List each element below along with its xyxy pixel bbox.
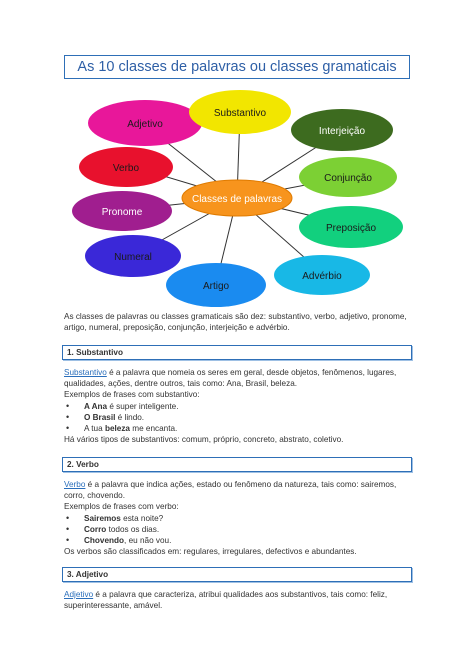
list-item: • Corro todos os dias. — [64, 524, 414, 535]
list-item: • A tua beleza me encanta. — [64, 423, 414, 434]
classes-mindmap — [0, 85, 474, 310]
node-numeral — [85, 235, 181, 277]
definition: Substantivo é a palavra que nomeia os seres em geral, desde objetos, fenômenos, lugares, qualidades, ações, dentre outros, tais como: Ana, Brasil, beleza. — [64, 368, 397, 389]
types-text: Há vários tipos de substantivos: comum, próprio, concreto, abstrato, coletivo. — [64, 435, 344, 445]
section-body-verbo — [64, 479, 414, 557]
types-text: Os verbos são classificados em: regulares, irregulares, defectivos e abundantes. — [64, 547, 357, 557]
examples-list — [64, 401, 414, 435]
section-heading-verbo: 2. Verbo — [62, 457, 412, 472]
list-item: • Sairemos esta noite? — [64, 513, 414, 524]
node-verbo — [79, 147, 173, 187]
svg-text:Pronome: Pronome — [101, 207, 143, 218]
node-adverbio — [274, 255, 370, 295]
page-title: As 10 classes de palavras ou classes gramaticais — [64, 55, 410, 79]
examples-list — [64, 513, 414, 547]
svg-text:Substantivo: Substantivo — [213, 108, 267, 119]
adjetivo-link[interactable]: Adjetivo — [64, 590, 94, 599]
svg-text:Interjeição: Interjeição — [318, 126, 366, 137]
section-body-substantivo — [64, 367, 414, 445]
svg-text:Conjunção: Conjunção — [324, 173, 372, 184]
node-interjeicao — [291, 109, 393, 151]
section-heading-adjetivo: 3. Adjetivo — [62, 567, 412, 582]
substantivo-link[interactable]: Substantivo — [64, 368, 107, 377]
svg-text:Advérbio: Advérbio — [302, 271, 342, 282]
svg-text:Classes de palavras: Classes de palavras — [191, 194, 283, 205]
list-item: • O Brasil é lindo. — [64, 412, 414, 423]
section-heading-substantivo: 1. Substantivo — [62, 345, 412, 360]
intro-text: As classes de palavras ou classes gramaticais são dez: substantivo, verbo, adjetivo, pronome, artigo, numeral, preposição, conjunção, interjeição e advérbio. — [64, 312, 407, 332]
node-preposicao — [299, 206, 403, 248]
svg-text:Adjetivo: Adjetivo — [127, 119, 163, 130]
examples-label: Exemplos de frases com verbo: — [64, 502, 179, 512]
verbo-link[interactable]: Verbo — [64, 480, 86, 489]
definition: Verbo é a palavra que indica ações, estado ou fenômeno da natureza, tais como: sairemos, corro, chovendo. — [64, 480, 397, 501]
definition: Adjetivo é a palavra que caracteriza, atribui qualidades aos substantivos, tais como: feliz, superinteressante, amável. — [64, 590, 388, 611]
svg-text:Artigo: Artigo — [202, 281, 230, 292]
svg-text:Preposição: Preposição — [325, 223, 377, 234]
node-adjetivo — [88, 100, 202, 146]
node-pronome — [72, 191, 172, 231]
svg-text:Numeral: Numeral — [114, 252, 152, 263]
section-body-adjetivo — [64, 589, 414, 611]
list-item: • A Ana é super inteligente. — [64, 401, 414, 412]
node-center — [182, 180, 292, 216]
node-artigo — [166, 263, 266, 307]
list-item: • Chovendo, eu não vou. — [64, 535, 414, 546]
node-conjuncao — [299, 157, 397, 197]
examples-label: Exemplos de frases com substantivo: — [64, 390, 200, 400]
svg-text:Verbo: Verbo — [112, 163, 140, 174]
node-substantivo — [189, 90, 291, 134]
